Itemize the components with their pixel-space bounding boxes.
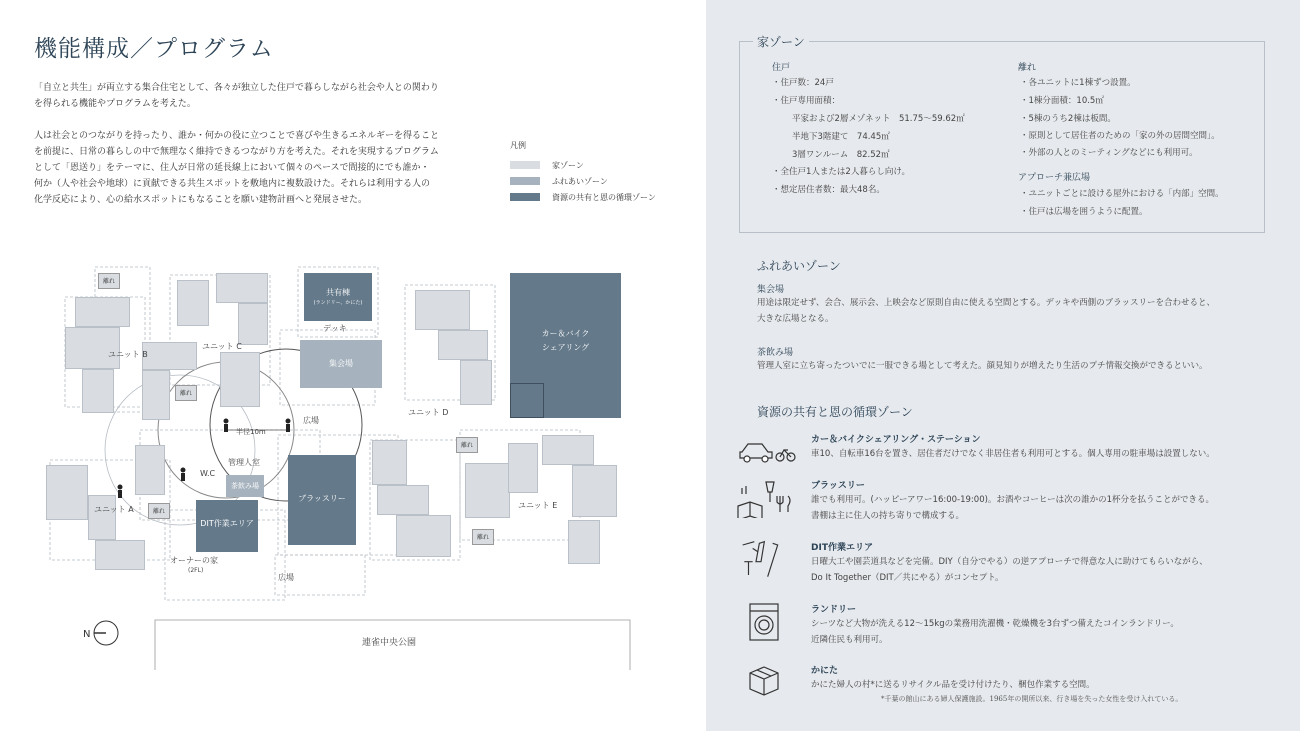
house-block [82, 369, 114, 413]
box-icon [736, 663, 796, 703]
text-line: 大きな広場となる。 [757, 314, 834, 324]
text-line: 日曜大工や園芸道具などを完備。DIY（自分でやる）の逆アプローチで得意な人に助けてもらいながら、 [811, 557, 1208, 567]
wc-label: W.C [200, 469, 216, 478]
park-label: 連雀中央公園 [362, 638, 417, 648]
approach-item: ・ユニットごとに設ける屋外における「内部」空間。 [1020, 189, 1224, 199]
unit-e-label: ユニット E [518, 501, 558, 510]
text-line: 車10、自転車16台を置き、居住者だけでなく非居住者も利用可とする。個人専用の駐車場は設置しない。 [811, 449, 1215, 459]
house-block [568, 520, 600, 564]
text-line: 近隣住民も利用可。 [811, 635, 888, 645]
approach-item: ・住戸は広場を囲うように配置。 [1020, 207, 1148, 217]
area-item: 3層ワンルーム 82.52㎡ [792, 150, 890, 160]
intro-line: 化学反応により、心の給水スポットにもなることを願い建物計画へと発展させた。 [34, 195, 368, 205]
legend-item [510, 173, 656, 189]
jukko-item: ・住戸数：24戸 [772, 78, 834, 88]
house-block [135, 445, 165, 495]
house-block [142, 370, 170, 420]
text-line: 誰でも利用可。(ハッピーアワー16:00-19:00)。お酒やコーヒーは次の誰かの1杯分を払うことができる。 [811, 495, 1214, 505]
legend-swatch [510, 193, 540, 201]
house-block [142, 342, 197, 370]
hanare-item: ・各ユニットに1棟ずつ設置。 [1020, 78, 1136, 88]
shigen-item-title: カー＆バイクシェアリング・ステーション [811, 435, 981, 445]
house-block [46, 465, 88, 520]
jukko-item: ・全住戸1人または2人暮らし向け。 [772, 167, 910, 177]
hanare-a: 離れ [148, 503, 170, 519]
hanare-e: 離れ [472, 529, 494, 545]
chanomi-text [757, 358, 1267, 374]
house-block [396, 515, 451, 557]
fureai-zone-title: ふれあいゾーン [753, 257, 845, 274]
hiroba-2-label: 広場 [278, 573, 294, 582]
house-block [238, 303, 268, 345]
legend-label: 資源の共有と恩の循環ゾーン [552, 192, 656, 202]
area-item: 半地下3階建て 74.45㎡ [792, 132, 890, 142]
intro-paragraph-1 [34, 80, 474, 112]
site-plan [40, 255, 680, 675]
hanare-d: 離れ [456, 437, 478, 453]
unit-b-label: ユニット B [108, 350, 148, 359]
chanomi-label: 茶飲み場 [231, 482, 259, 490]
house-block [415, 290, 470, 330]
shigen-item-title: ブラッスリー [811, 481, 865, 491]
owner-label: オーナーの家 [170, 556, 218, 565]
hanare-c: 離れ [175, 385, 197, 401]
legend-label: 家ゾーン [552, 160, 584, 170]
hanare-heading: 離れ [1018, 63, 1037, 73]
shukaijo-text [757, 295, 1267, 327]
shukaijo-heading: 集会場 [757, 285, 785, 295]
text-line: 用途は限定せず、会合、展示会、上映会など原則自由に使える空間とする。デッキや西側のブラッスリーを合わせると、 [757, 298, 1215, 308]
legend-item [510, 157, 656, 173]
house-block [95, 540, 145, 570]
shigen-item-title: かにた [811, 666, 839, 676]
shigen-item-text [811, 492, 1214, 524]
jukko-item: ・想定居住者数：最大48名。 [772, 185, 885, 195]
legend-swatch [510, 177, 540, 185]
legend-label: ふれあいゾーン [552, 176, 608, 186]
hanare-b: 離れ [98, 273, 120, 289]
intro-line: 何か（人や社会や地球）に貢献できる共生スポットを敷地内に複数設けた。それらは利用する人の [34, 179, 431, 189]
text-line: Do It Together（DIT／共にやる）がコンセプト。 [811, 573, 1004, 583]
deck-label: デッキ [323, 324, 347, 333]
kanri-label: 管理人室 [228, 458, 260, 467]
house-block [216, 273, 268, 303]
house-block [542, 435, 594, 465]
hanare-item: ・外部の人とのミーティングなどにも利用可。 [1020, 148, 1198, 158]
house-block [508, 443, 538, 493]
house-block [572, 465, 617, 517]
legend-title: 凡例 [510, 141, 526, 150]
house-block [220, 352, 260, 407]
hanare-item: ・5棟のうち2棟は板間。 [1020, 114, 1116, 124]
footnote: *千葉の館山にある婦人保護施設。1965年の開所以来、行き場を失った女性を受け入れている。 [881, 695, 1183, 703]
svg-text:N: N [83, 629, 91, 640]
house-block [377, 485, 429, 515]
car-sharing-label: カー＆バイク シェアリング [541, 329, 590, 352]
car-sharing-inset [510, 383, 544, 418]
hanare-item: ・原則として居住者のための「家の外の居間空間」。 [1020, 131, 1220, 141]
tools-icon [736, 540, 796, 580]
intro-line: として「恩送り」をテーマに、住人が日常の延長線上において個々のペースで間接的にでも誰か・ [34, 163, 430, 173]
car-bike-icon [736, 432, 796, 472]
radius-label: 半径10m [236, 428, 266, 436]
shigen-item-text [811, 446, 1215, 462]
right-page [706, 0, 1300, 731]
jukko-heading: 住戸 [772, 63, 791, 73]
kyoyu-sub-label: (ランドリー、かにた) [313, 300, 363, 306]
house-block [75, 297, 130, 327]
house-block [438, 330, 488, 360]
hiroba-label: 広場 [303, 416, 319, 425]
intro-line: 「自立と共生」が両立する集合住宅として、各々が独立した住戸で暮らしながら社会や人との関わり [34, 83, 439, 93]
area-item: 平家および2層メゾネット 51.75〜59.62㎡ [792, 114, 965, 124]
shigen-item-text [811, 677, 1095, 693]
ie-zone-title: 家ゾーン [753, 33, 809, 50]
shigen-item-title: DIT作業エリア [811, 543, 873, 553]
brassery-icon [736, 478, 796, 518]
legend-item [510, 189, 656, 205]
intro-paragraph-2 [34, 128, 474, 208]
intro-line: 人は社会とのつながりを持ったり、誰か・何かの役に立つことで喜びや生きるエネルギーを得ること [34, 131, 440, 141]
shigen-item-text [811, 554, 1208, 586]
page-title: 機能構成／プログラム [34, 36, 274, 62]
brassery-label: ブラッスリー [298, 494, 346, 503]
house-block [465, 463, 510, 518]
shigen-item-title: ランドリー [811, 605, 857, 615]
unit-d-label: ユニット D [408, 408, 449, 417]
unit-a-label: ユニット A [94, 505, 134, 514]
intro-line: を得られる機能やプログラムを考えた。 [34, 99, 196, 109]
shukaijo-label: 集会場 [329, 359, 353, 368]
house-block [65, 327, 120, 369]
shigen-item-text [811, 616, 1179, 648]
text-line: 書棚は主に住人の持ち寄りで構成する。 [811, 511, 965, 521]
house-block [372, 440, 407, 485]
chanomi-heading: 茶飲み場 [757, 348, 794, 358]
text-line: シーツなど大物が洗える12〜15kgの業務用洗濯機・乾燥機を3台ずつ備えたコインランドリー。 [811, 619, 1179, 629]
owner-sub-label: (2FL) [188, 567, 204, 574]
dit-label: DIT作業エリア [200, 519, 254, 528]
house-block [88, 495, 116, 540]
unit-c-label: ユニット C [202, 342, 242, 351]
kyoyu-label: 共有棟 [326, 288, 350, 297]
legend-swatch [510, 161, 540, 169]
jukko-item: ・住戸専用面積： [772, 96, 841, 106]
intro-line: を前提に、日常の暮らしの中で無理なく維持できるつながり方を考えた。それを実現するプログラム [34, 147, 439, 157]
approach-heading: アプローチ兼広場 [1018, 173, 1091, 183]
text-line: 管理人室に立ち寄ったついでに一服できる場として考えた。顔見知りが増えたり生活のプチ情報交換ができるといい。 [757, 361, 1208, 371]
house-block [460, 360, 492, 405]
legend [510, 140, 656, 205]
hanare-item: ・1棟分面積：10.5㎡ [1020, 96, 1104, 106]
laundry-icon [736, 602, 796, 642]
shigen-zone-title: 資源の共有と恩の循環ゾーン [753, 403, 917, 420]
text-line: かにた婦人の村*に送るリサイクル品を受け付けたり、梱包作業する空間。 [811, 680, 1095, 690]
house-block [177, 280, 209, 326]
